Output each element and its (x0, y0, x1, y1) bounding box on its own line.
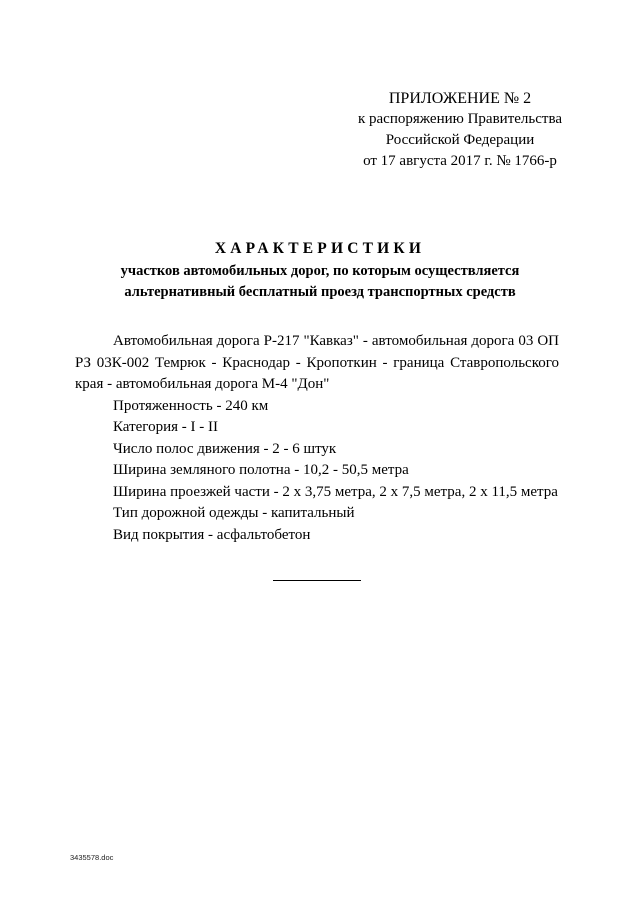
appendix-line-3: от 17 августа 2017 г. № 1766-р (363, 153, 557, 169)
subgrade-width-line: Ширина земляного полотна - 10,2 - 50,5 метра (113, 462, 409, 478)
heading-subtitle-line-1: участков автомобильных дорог, по которым осуществляется (120, 263, 520, 279)
heading-subtitle-line-2: альтернативный бесплатный проезд транспортных средств (124, 284, 516, 300)
document-body (75, 331, 559, 546)
road-description: Автомобильная дорога Р-217 "Кавказ" - автомобильная дорога 03 ОП РЗ 03К-002 Темрюк - Краснодар - Кропоткин - граница Ставропольского края - автомобильная дорога М-4 "Дон" (75, 333, 559, 392)
carriageway-width-line: Ширина проезжей части - 2 х 3,75 метра, 2 х 7,5 метра, 2 х 11,5 метра (113, 483, 558, 500)
heading-title: ХАРАКТЕРИСТИКИ (214, 240, 426, 257)
pavement-type-line: Тип дорожной одежды - капитальный (113, 505, 355, 521)
lanes-line: Число полос движения - 2 - 6 штук (113, 440, 337, 457)
appendix-title: ПРИЛОЖЕНИЕ № 2 (388, 90, 532, 107)
appendix-line-1: к распоряжению Правительства (357, 111, 562, 127)
appendix-block (330, 88, 590, 172)
surface-type-line: Вид покрытия - асфальтобетон (113, 526, 311, 543)
appendix-line-2: Российской Федерации (385, 132, 535, 148)
end-divider (273, 580, 361, 581)
document-file-id: 3435578.doc (70, 853, 114, 862)
category-line: Категория - I - II (113, 419, 218, 435)
document-heading (0, 238, 640, 302)
length-line: Протяженность - 240 км (113, 397, 269, 414)
